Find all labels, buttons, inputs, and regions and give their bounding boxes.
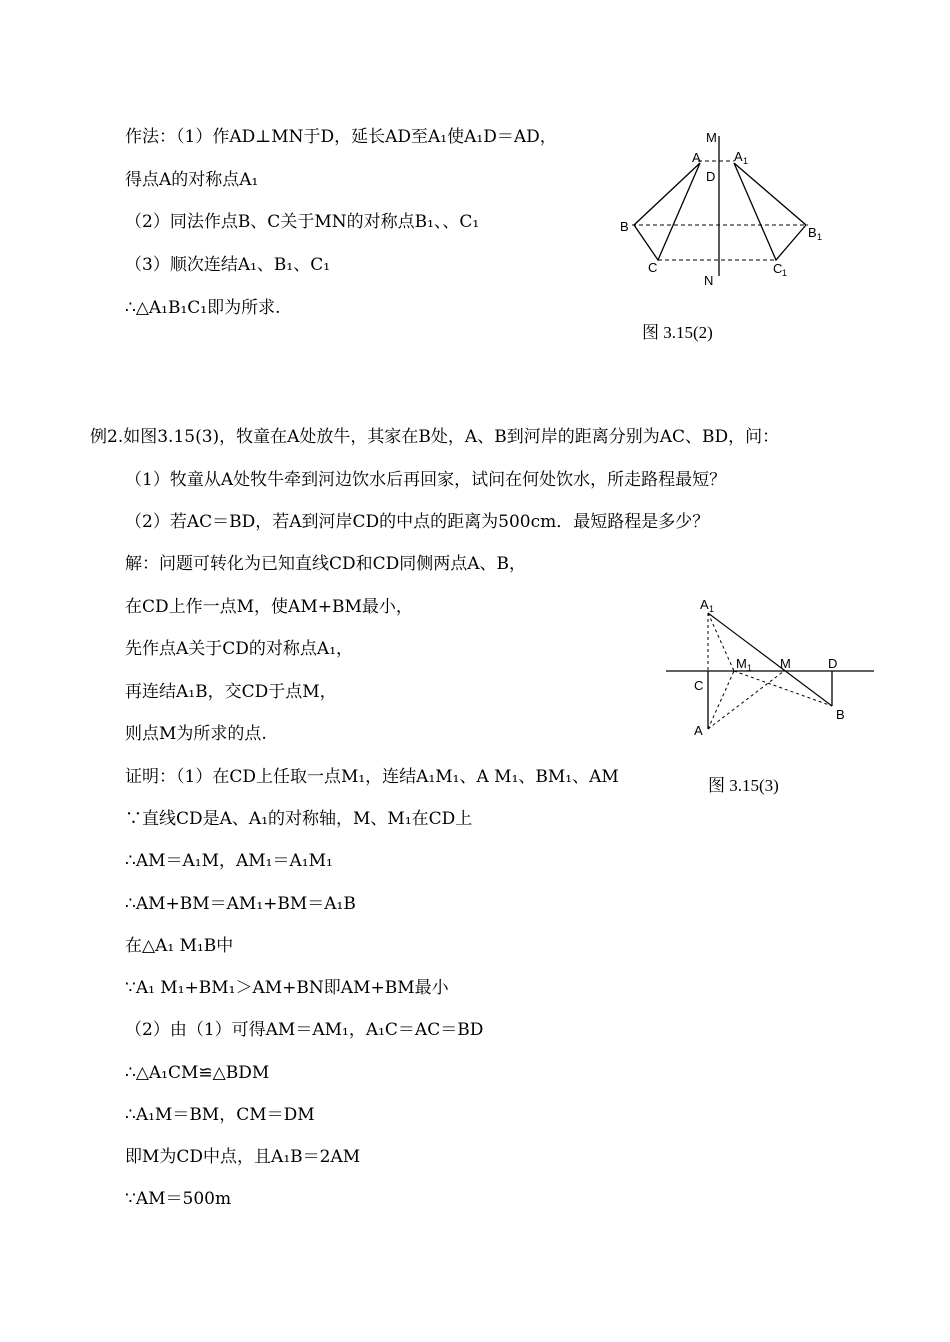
solution-line-5: 则点M为所求的点. [125,724,267,744]
figure-3-15-3 [662,595,882,745]
label-a: A [694,723,703,738]
label-a1: A [700,597,709,612]
label-m1-sub: 1 [747,663,753,673]
proof-line-10: 即M为CD中点，且A₁B＝2AM [125,1147,361,1167]
proof-line-1: 证明：（1）在CD上任取一点M₁，连结A₁M₁、A M₁、BM₁、AM [125,767,619,787]
solution-line-4: 再连结A₁B，交CD于点M， [125,682,337,702]
segment-a1-m1 [708,613,734,671]
label-a1: A [734,149,743,164]
proof-line-8: ∴△A₁CM≌△BDM [125,1063,270,1083]
label-d: D [828,656,838,671]
example-2-title: 例2.如图3.15(3)，牧童在A处放牛，其家在B处，A、B到河岸的距离分别为AC、BD，问： [90,427,780,447]
label-m1: M [736,656,747,671]
figure-3-15-3-caption: 图 3.15(3) [708,776,779,795]
label-c: C [694,678,704,693]
question-2: （2）若AC＝BD，若A到河岸CD的中点的距离为500cm．最短路程是多少？ [125,512,710,532]
segment-a1-b [708,613,832,706]
proof-line-5: 在△A₁ M₁B中 [125,936,234,956]
proof-line-2: ∵直线CD是A、A₁的对称轴，M、M₁在CD上 [125,809,473,829]
label-b: B [836,707,845,722]
solution-line-2: 在CD上作一点M，使AM+BM最小， [125,597,413,617]
label-c1: C [773,261,783,276]
figure-3-15-2-caption: 图 3.15(2) [642,323,713,342]
label-c1-sub: 1 [782,268,788,278]
figure-3-15-2 [610,128,850,298]
solution-line-3: 先作点A关于CD的对称点A₁， [125,639,354,659]
segment-m1-b [734,671,832,706]
label-a: A [692,150,701,165]
question-1: （1）牧童从A处牧牛牵到河边饮水后再回家，试问在何处饮水，所走路程最短？ [125,470,727,490]
method-line-2: 得点A的对称点A₁ [125,170,259,190]
label-b: B [620,219,629,234]
proof-line-9: ∴A₁M＝BM，CM＝DM [125,1105,315,1125]
label-n: N [704,273,714,288]
proof-line-6: ∵A₁ M₁+BM₁＞AM+BN即AM+BM最小 [125,978,449,998]
label-m: M [780,656,791,671]
method-conclusion: ∴△A₁B₁C₁即为所求. [125,298,281,318]
label-c: C [648,260,658,275]
label-a1-sub: 1 [709,604,715,614]
method-line-4: （3）顺次连结A₁、B₁、C₁ [125,255,331,275]
proof-line-3: ∴AM＝A₁M，AM₁＝A₁M₁ [125,851,333,871]
triangle-abc [634,163,700,260]
method-line-1: 作法：（1）作AD⊥MN于D，延长AD至A₁使A₁D＝AD， [125,127,557,147]
label-a1-sub: 1 [743,156,749,166]
segment-a-m1 [708,671,734,729]
method-line-3: （2）同法作点B、C关于MN的对称点B₁、、C₁ [125,212,480,232]
label-b1-sub: 1 [817,232,823,242]
label-b1: B [808,225,817,240]
proof-line-11: ∵AM＝500m [125,1189,232,1209]
proof-line-7: （2）由（1）可得AM＝AM₁，A₁C＝AC＝BD [125,1020,484,1040]
label-d: D [706,169,716,184]
triangle-a1b1c1 [734,163,806,260]
label-m: M [706,130,717,145]
segment-a-m [708,671,784,729]
proof-line-4: ∴AM+BM＝AM₁+BM＝A₁B [125,894,356,914]
solution-line-1: 解：问题可转化为已知直线CD和CD同侧两点A、B， [125,554,527,574]
